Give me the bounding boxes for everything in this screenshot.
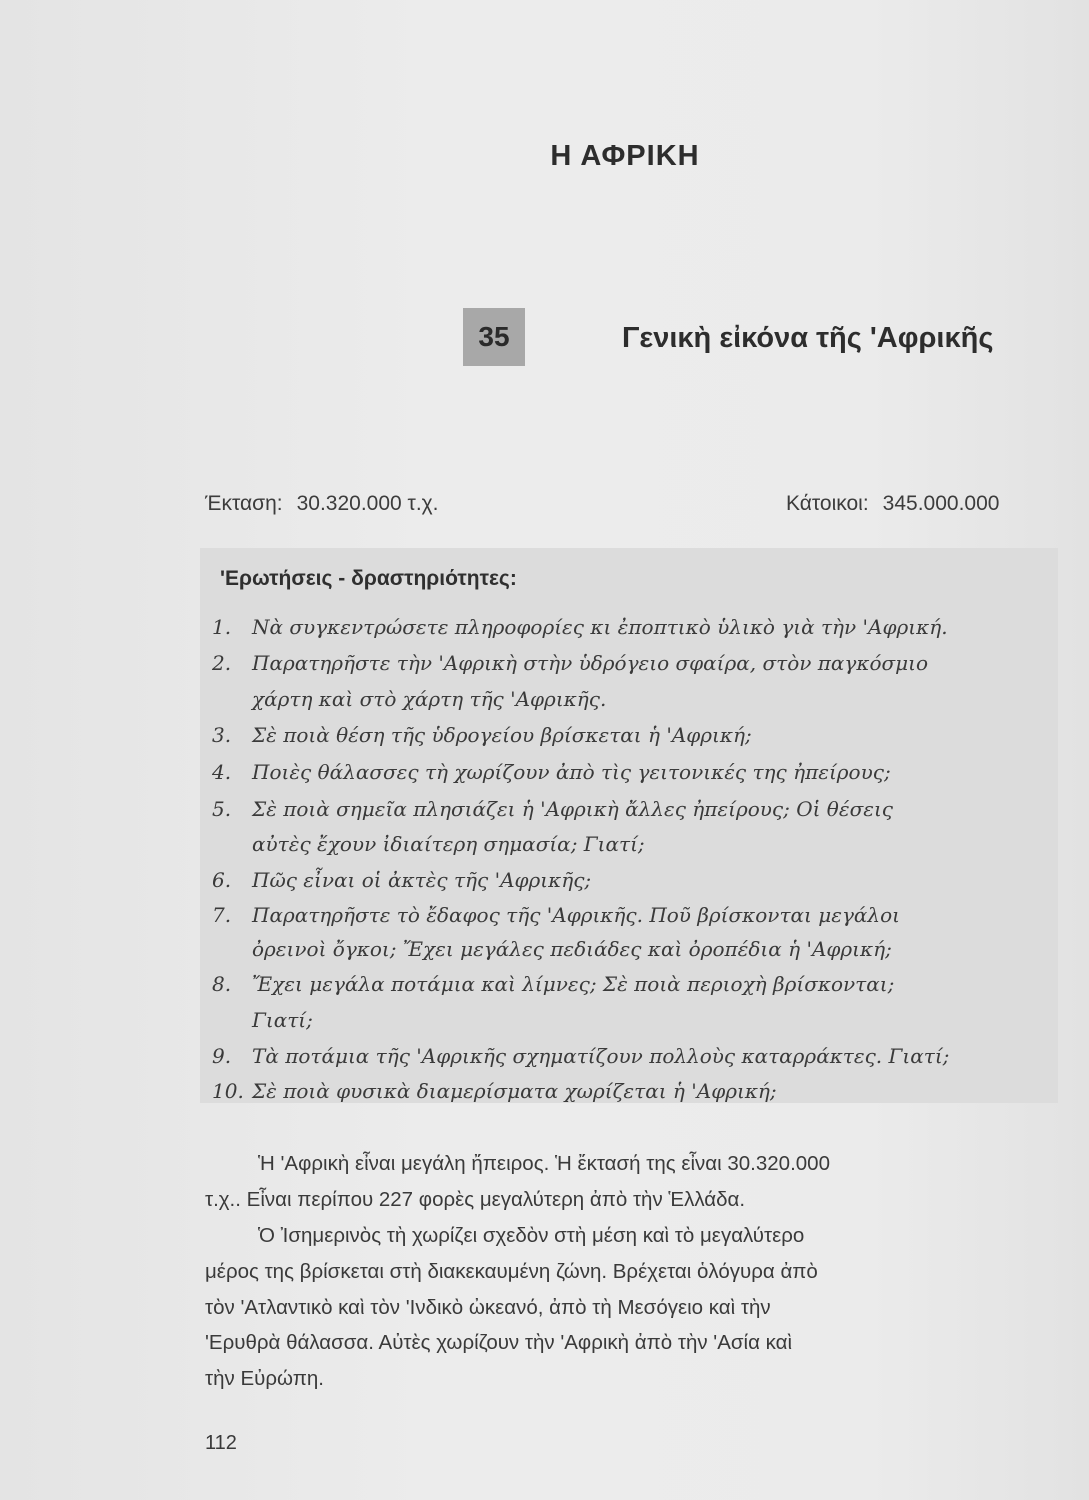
question-line: Γιατί;	[252, 1008, 313, 1032]
question-line: 9. Τὰ ποτάμια τῆς 'Αφρικῆς σχηματίζουν πολλοὺς καταρράκτες. Γιατί;	[212, 1044, 950, 1068]
lesson-number-badge: 35	[463, 308, 525, 366]
question-line: 4. Ποιὲς θάλασσες τὴ χωρίζουν ἀπὸ τὶς γειτονικές της ἠπείρους;	[212, 760, 891, 784]
area-stat	[205, 492, 439, 516]
lesson-title: Γενικὴ εἰκόνα τῆς 'Αφρικῆς	[622, 322, 994, 354]
body-text-line: τ.χ.. Εἶναι περίπου 227 φορὲς μεγαλύτερη ἀπὸ τὴν Ἑλλάδα.	[205, 1188, 746, 1211]
chapter-title: Η ΑΦΡΙΚΗ	[550, 140, 700, 172]
question-line: 1. Νὰ συγκεντρώσετε πληροφορίες κι ἐποπτικὸ ὑλικὸ γιὰ τὴν 'Αφρική.	[212, 615, 948, 639]
page-number: 112	[205, 1432, 237, 1454]
questions-heading: 'Ερωτήσεις - δραστηριότητες:	[220, 567, 517, 590]
population-value: 345.000.000	[882, 492, 1000, 515]
body-text-line: Ἡ 'Αφρικὴ εἶναι μεγάλη ἤπειρος. Ἡ ἔκτασή της εἶναι 30.320.000	[258, 1152, 830, 1175]
body-text-line: Ὁ Ἰσημερινὸς τὴ χωρίζει σχεδὸν στὴ μέση καὶ τὸ μεγαλύτερο	[258, 1224, 805, 1247]
population-stat	[786, 492, 999, 516]
question-line: χάρτη καὶ στὸ χάρτη τῆς 'Αφρικῆς.	[252, 687, 607, 711]
question-line: 7. Παρατηρῆστε τὸ ἔδαφος τῆς 'Αφρικῆς. Ποῦ βρίσκονται μεγάλοι	[212, 903, 900, 927]
question-line: 3. Σὲ ποιὰ θέση τῆς ὑδρογείου βρίσκεται ἡ 'Αφρική;	[212, 723, 752, 747]
body-text-line: τὴν Εὐρώπη.	[205, 1367, 324, 1390]
population-label: Κάτοικοι:	[786, 492, 869, 515]
question-line: 5. Σὲ ποιὰ σημεῖα πλησιάζει ἡ 'Αφρικὴ ἄλλες ἠπείρους; Οἱ θέσεις	[212, 797, 894, 821]
area-label: Έκταση:	[205, 492, 283, 515]
question-line: 2. Παρατηρῆστε τὴν 'Αφρικὴ στὴν ὑδρόγειο σφαίρα, στὸν παγκόσμιο	[212, 651, 929, 675]
question-line: αὐτὲς ἔχουν ἰδιαίτερη σημασία; Γιατί;	[252, 832, 645, 856]
question-line: 8. Ἔχει μεγάλα ποτάμια καὶ λίμνες; Σὲ ποιὰ περιοχὴ βρίσκονται;	[212, 972, 895, 996]
body-text-line: τὸν 'Ατλαντικὸ καὶ τὸν 'Ινδικὸ ὠκεανό, ἀπὸ τὴ Μεσόγειο καὶ τὴν	[205, 1296, 771, 1319]
body-text-line: 'Ερυθρὰ θάλασσα. Αὐτὲς χωρίζουν τὴν 'Αφρικὴ ἀπὸ τὴν 'Ασία καὶ	[205, 1331, 793, 1354]
area-value: 30.320.000 τ.χ.	[296, 492, 439, 515]
body-text-line: μέρος της βρίσκεται στὴ διακεκαυμένη ζώνη. Βρέχεται ὁλόγυρα ἀπὸ	[205, 1260, 818, 1283]
question-line: 10. Σὲ ποιὰ φυσικὰ διαμερίσματα χωρίζεται ἡ 'Αφρική;	[212, 1079, 777, 1103]
question-line: ὀρεινοὶ ὄγκοι; Ἔχει μεγάλες πεδιάδες καὶ ὀροπέδια ἡ 'Αφρική;	[252, 937, 892, 961]
question-line: 6. Πῶς εἶναι οἱ ἀκτὲς τῆς 'Αφρικῆς;	[212, 868, 592, 892]
